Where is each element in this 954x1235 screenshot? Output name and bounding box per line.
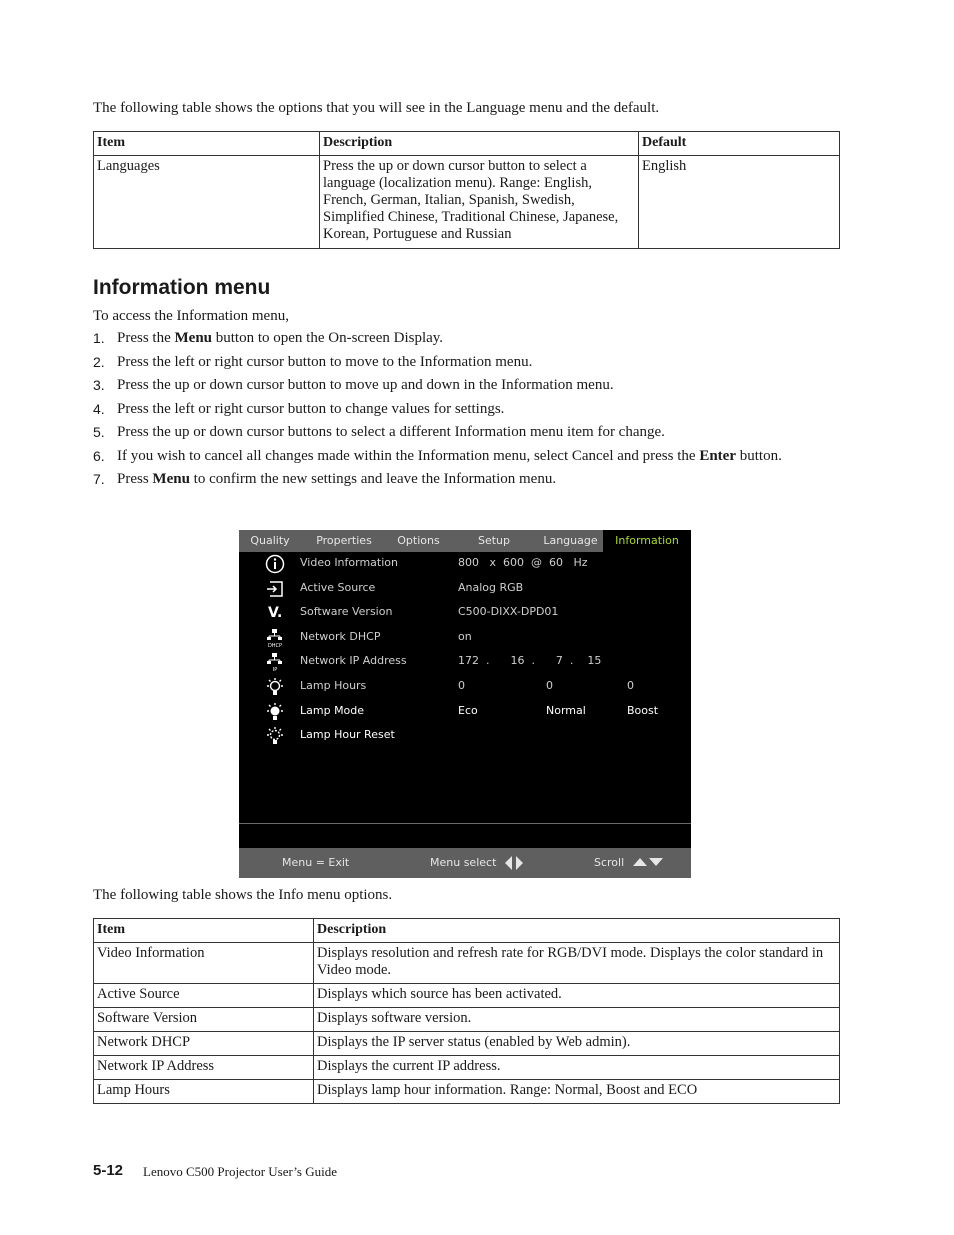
osd-row-value: 0 [546, 679, 553, 692]
step-text: Press the up or down cursor buttons to select a different Information menu item for change. [117, 424, 665, 440]
osd-tab-options[interactable]: Options [397, 534, 440, 547]
list-item [93, 470, 813, 489]
list-item [93, 376, 813, 395]
document-title: Lenovo C500 Projector User’s Guide [143, 1164, 338, 1179]
step-bold-text: Menu [174, 330, 212, 346]
osd-footer-scroll: Scroll [594, 856, 625, 869]
osd-divider [239, 823, 691, 824]
table-row [94, 943, 840, 984]
table-row [94, 1032, 840, 1056]
step-text: Press the up or down cursor button to move up and down in the Information menu. [117, 377, 614, 393]
osd-row-value: 0 [458, 679, 465, 692]
step-text: Press the left or right cursor button to change values for settings. [117, 400, 505, 417]
network-dhcp-icon [265, 628, 285, 648]
osd-tab-bar [239, 530, 691, 552]
list-item [93, 423, 813, 442]
info-table [93, 918, 840, 1104]
column-header: Default [639, 132, 840, 156]
step-number: 6. [93, 447, 105, 464]
table-cell: Displays software version. [314, 1008, 840, 1032]
table-cell: Displays which source has been activated. [314, 984, 840, 1008]
table-header-row [94, 132, 840, 156]
section-title: Information menu [93, 276, 271, 299]
osd-row-value: 172 . 16 . 7 . 15 [458, 654, 602, 667]
step-bold-text: Menu [152, 471, 190, 487]
osd-row-lamp-hour-reset[interactable] [239, 724, 691, 748]
osd-row-value: C500-DIXX-DPD01 [458, 605, 559, 618]
svg-text:DHCP: DHCP [267, 643, 283, 648]
list-item [93, 353, 813, 372]
language-table [93, 131, 840, 249]
column-header: Description [314, 919, 840, 943]
osd-row-software-version[interactable] [239, 601, 691, 625]
column-header: Item [94, 919, 314, 943]
table-cell: Displays resolution and refresh rate for RGB/DVI mode. Displays the color standard in Video mode. [314, 943, 840, 984]
osd-row-video-information[interactable] [239, 552, 691, 576]
osd-row-label: Lamp Mode [300, 704, 365, 717]
step-bold-text: Enter [699, 447, 736, 464]
osd-row-label: Lamp Hours [300, 679, 367, 692]
osd-tab-information[interactable]: Information [603, 530, 691, 552]
osd-row-network-dhcp[interactable] [239, 626, 691, 650]
step-text: button to open the On-screen Display. [212, 330, 444, 346]
table-row [94, 156, 840, 249]
page-number: 5-12 [93, 1162, 124, 1179]
table-cell: Network IP Address [94, 1056, 314, 1080]
osd-footer-exit: Menu = Exit [282, 856, 350, 869]
table-cell: Displays the current IP address. [314, 1056, 840, 1080]
osd-row-label: Lamp Hour Reset [300, 728, 395, 741]
table-cell: Press the up or down cursor button to select a language (localization menu). Range: English, French, German, Italian, Spanish, Swedish, Simplified Chinese, Traditional Chinese, Japanese, Korean, Portuguese and Russian [320, 156, 639, 249]
osd-row-network-ip-address[interactable] [239, 650, 691, 674]
osd-row-label: Network IP Address [300, 654, 407, 667]
step-text: to confirm the new settings and leave the Information menu. [189, 471, 557, 487]
table-cell: Software Version [94, 1008, 314, 1032]
osd-row-value: on [458, 630, 472, 643]
table-cell: Network DHCP [94, 1032, 314, 1056]
column-header: Item [94, 132, 320, 156]
table-header-row [94, 919, 840, 943]
table-cell: Active Source [94, 984, 314, 1008]
step-number: 4. [93, 400, 105, 417]
list-item [93, 447, 813, 466]
left-right-arrows-icon [504, 856, 524, 870]
table-row [94, 1056, 840, 1080]
up-down-arrows-icon [632, 857, 664, 867]
source-icon [265, 579, 285, 599]
table-cell: English [639, 156, 840, 249]
osd-row-value[interactable]: Eco [458, 704, 478, 717]
list-item [93, 400, 813, 419]
osd-row-lamp-mode[interactable] [239, 700, 691, 724]
access-text: To access the Information menu, [93, 308, 289, 324]
lamp-icon [265, 677, 285, 697]
osd-row-value[interactable]: Boost [627, 704, 659, 717]
table-row [94, 1080, 840, 1104]
osd-information-screenshot [239, 530, 691, 878]
table-cell: Displays the IP server status (enabled by Web admin). [314, 1032, 840, 1056]
lamp-reset-icon [265, 726, 285, 746]
step-number: 5. [93, 424, 105, 440]
osd-tab-properties[interactable]: Properties [316, 534, 372, 547]
intro-text: The following table shows the options that you will see in the Language menu and the default. [93, 100, 660, 116]
osd-tab-setup[interactable]: Setup [477, 534, 511, 547]
osd-tab-quality[interactable]: Quality [250, 534, 290, 547]
column-header: Description [320, 132, 639, 156]
osd-row-value: 800 x 600 @ 60 Hz [458, 556, 588, 569]
info-icon [265, 554, 285, 574]
osd-row-label: Active Source [300, 581, 376, 594]
osd-row-active-source[interactable] [239, 577, 691, 601]
table-row [94, 984, 840, 1008]
table-cell: Displays lamp hour information. Range: Normal, Boost and ECO [314, 1080, 840, 1104]
table-cell: Lamp Hours [94, 1080, 314, 1104]
version-icon: V. [268, 605, 283, 621]
table-cell: Languages [94, 156, 320, 249]
step-number: 1. [93, 330, 105, 346]
osd-footer [239, 848, 691, 878]
osd-tab-language[interactable]: Language [543, 534, 598, 547]
osd-row-label: Video Information [300, 556, 398, 569]
step-number: 2. [93, 353, 105, 370]
osd-row-label: Software Version [300, 605, 393, 618]
osd-row-value[interactable]: Normal [546, 704, 586, 717]
step-text: Press the left or right cursor button to move to the Information menu. [117, 353, 533, 370]
osd-footer-select: Menu select [430, 856, 497, 869]
svg-text:IP: IP [272, 667, 278, 672]
list-item [93, 329, 813, 348]
table-row [94, 1008, 840, 1032]
osd-row-value: Analog RGB [458, 581, 524, 594]
osd-row-lamp-hours[interactable] [239, 675, 691, 699]
osd-row-value: 0 [627, 679, 634, 692]
network-ip-icon [265, 652, 285, 672]
table-cell: Video Information [94, 943, 314, 984]
step-text: Press the [117, 330, 175, 346]
osd-row-label: Network DHCP [300, 630, 381, 643]
steps-list [93, 329, 813, 494]
step-number: 3. [93, 377, 105, 393]
step-number: 7. [93, 471, 105, 487]
step-text: If you wish to cancel all changes made within the Information menu, select Cancel and press the [117, 447, 700, 464]
step-text: Press [117, 471, 153, 487]
step-text: button. [735, 447, 782, 464]
info-table-intro: The following table shows the Info menu options. [93, 887, 393, 903]
lamp-mode-icon [265, 702, 285, 722]
